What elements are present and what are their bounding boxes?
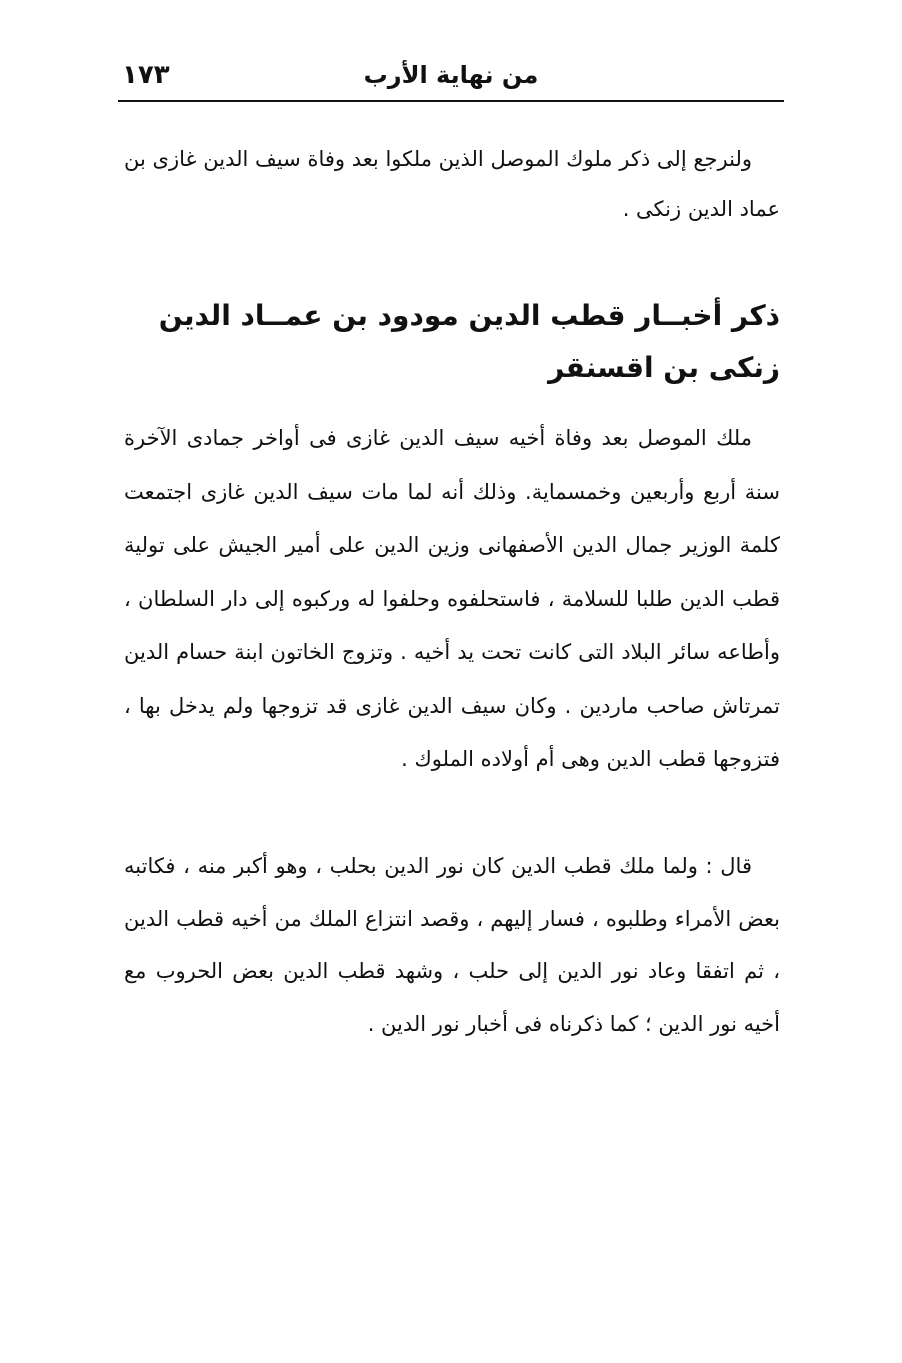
body-paragraph-2: قال : ولما ملك قطب الدين كان نور الدين بحلب ، وهو أكبر منه ، فكاتبه بعض الأمراء وطلبوه ، فسار إليهم ، وقصد انتزاع الملك من أخيه قطب الدين ، ثم اتفقا وعاد نور الدين إلى حلب ، وشهد قطب الدين بعض الحروب مع أخيه نور الدين ؛ كما ذكرناه فى أخبار نور الدين . bbox=[124, 854, 780, 1036]
intro-paragraph: ولنرجع إلى ذكر ملوك الموصل الذين ملكوا بعد وفاة سيف الدين غازى بن عماد الدين زنكى . bbox=[124, 147, 780, 221]
page-number: ١٧٣ bbox=[122, 60, 170, 90]
body-paragraph-1: ملك الموصل بعد وفاة أخيه سيف الدين غازى فى أواخر جمادى الآخرة سنة أربع وأربعين وخمسماية. وذلك أنه لما مات سيف الدين غازى اجتمعت كلمة الوزير جمال الدين الأصفهانى وزين الدين على أمير الجيش على تولية قطب الدين طلبا للسلامة ، فاستحلفوه وحلفوا له وركبوه إلى دار السلطان ، وأطاعه سائر البلاد التى كانت تحت يد أخيه . وتزوج الخاتون ابنة حسام الدين تمرتاش صاحب ماردين . وكان سيف الدين غازى قد تزوجها ولم يدخل بها ، فتزوجها قطب الدين وهى أم أولاده الملوك . bbox=[124, 426, 780, 771]
paragraph-block-1 bbox=[124, 412, 780, 787]
section-heading: ذكر أخبــار قطب الدين مودود بن عمــاد الدين زنكى بن اقسنقر bbox=[158, 299, 780, 384]
running-title: من نهاية الأرب bbox=[363, 61, 539, 89]
paragraph-block-2 bbox=[124, 840, 780, 1050]
running-header bbox=[118, 54, 784, 102]
intro-paragraph-block bbox=[124, 134, 780, 234]
